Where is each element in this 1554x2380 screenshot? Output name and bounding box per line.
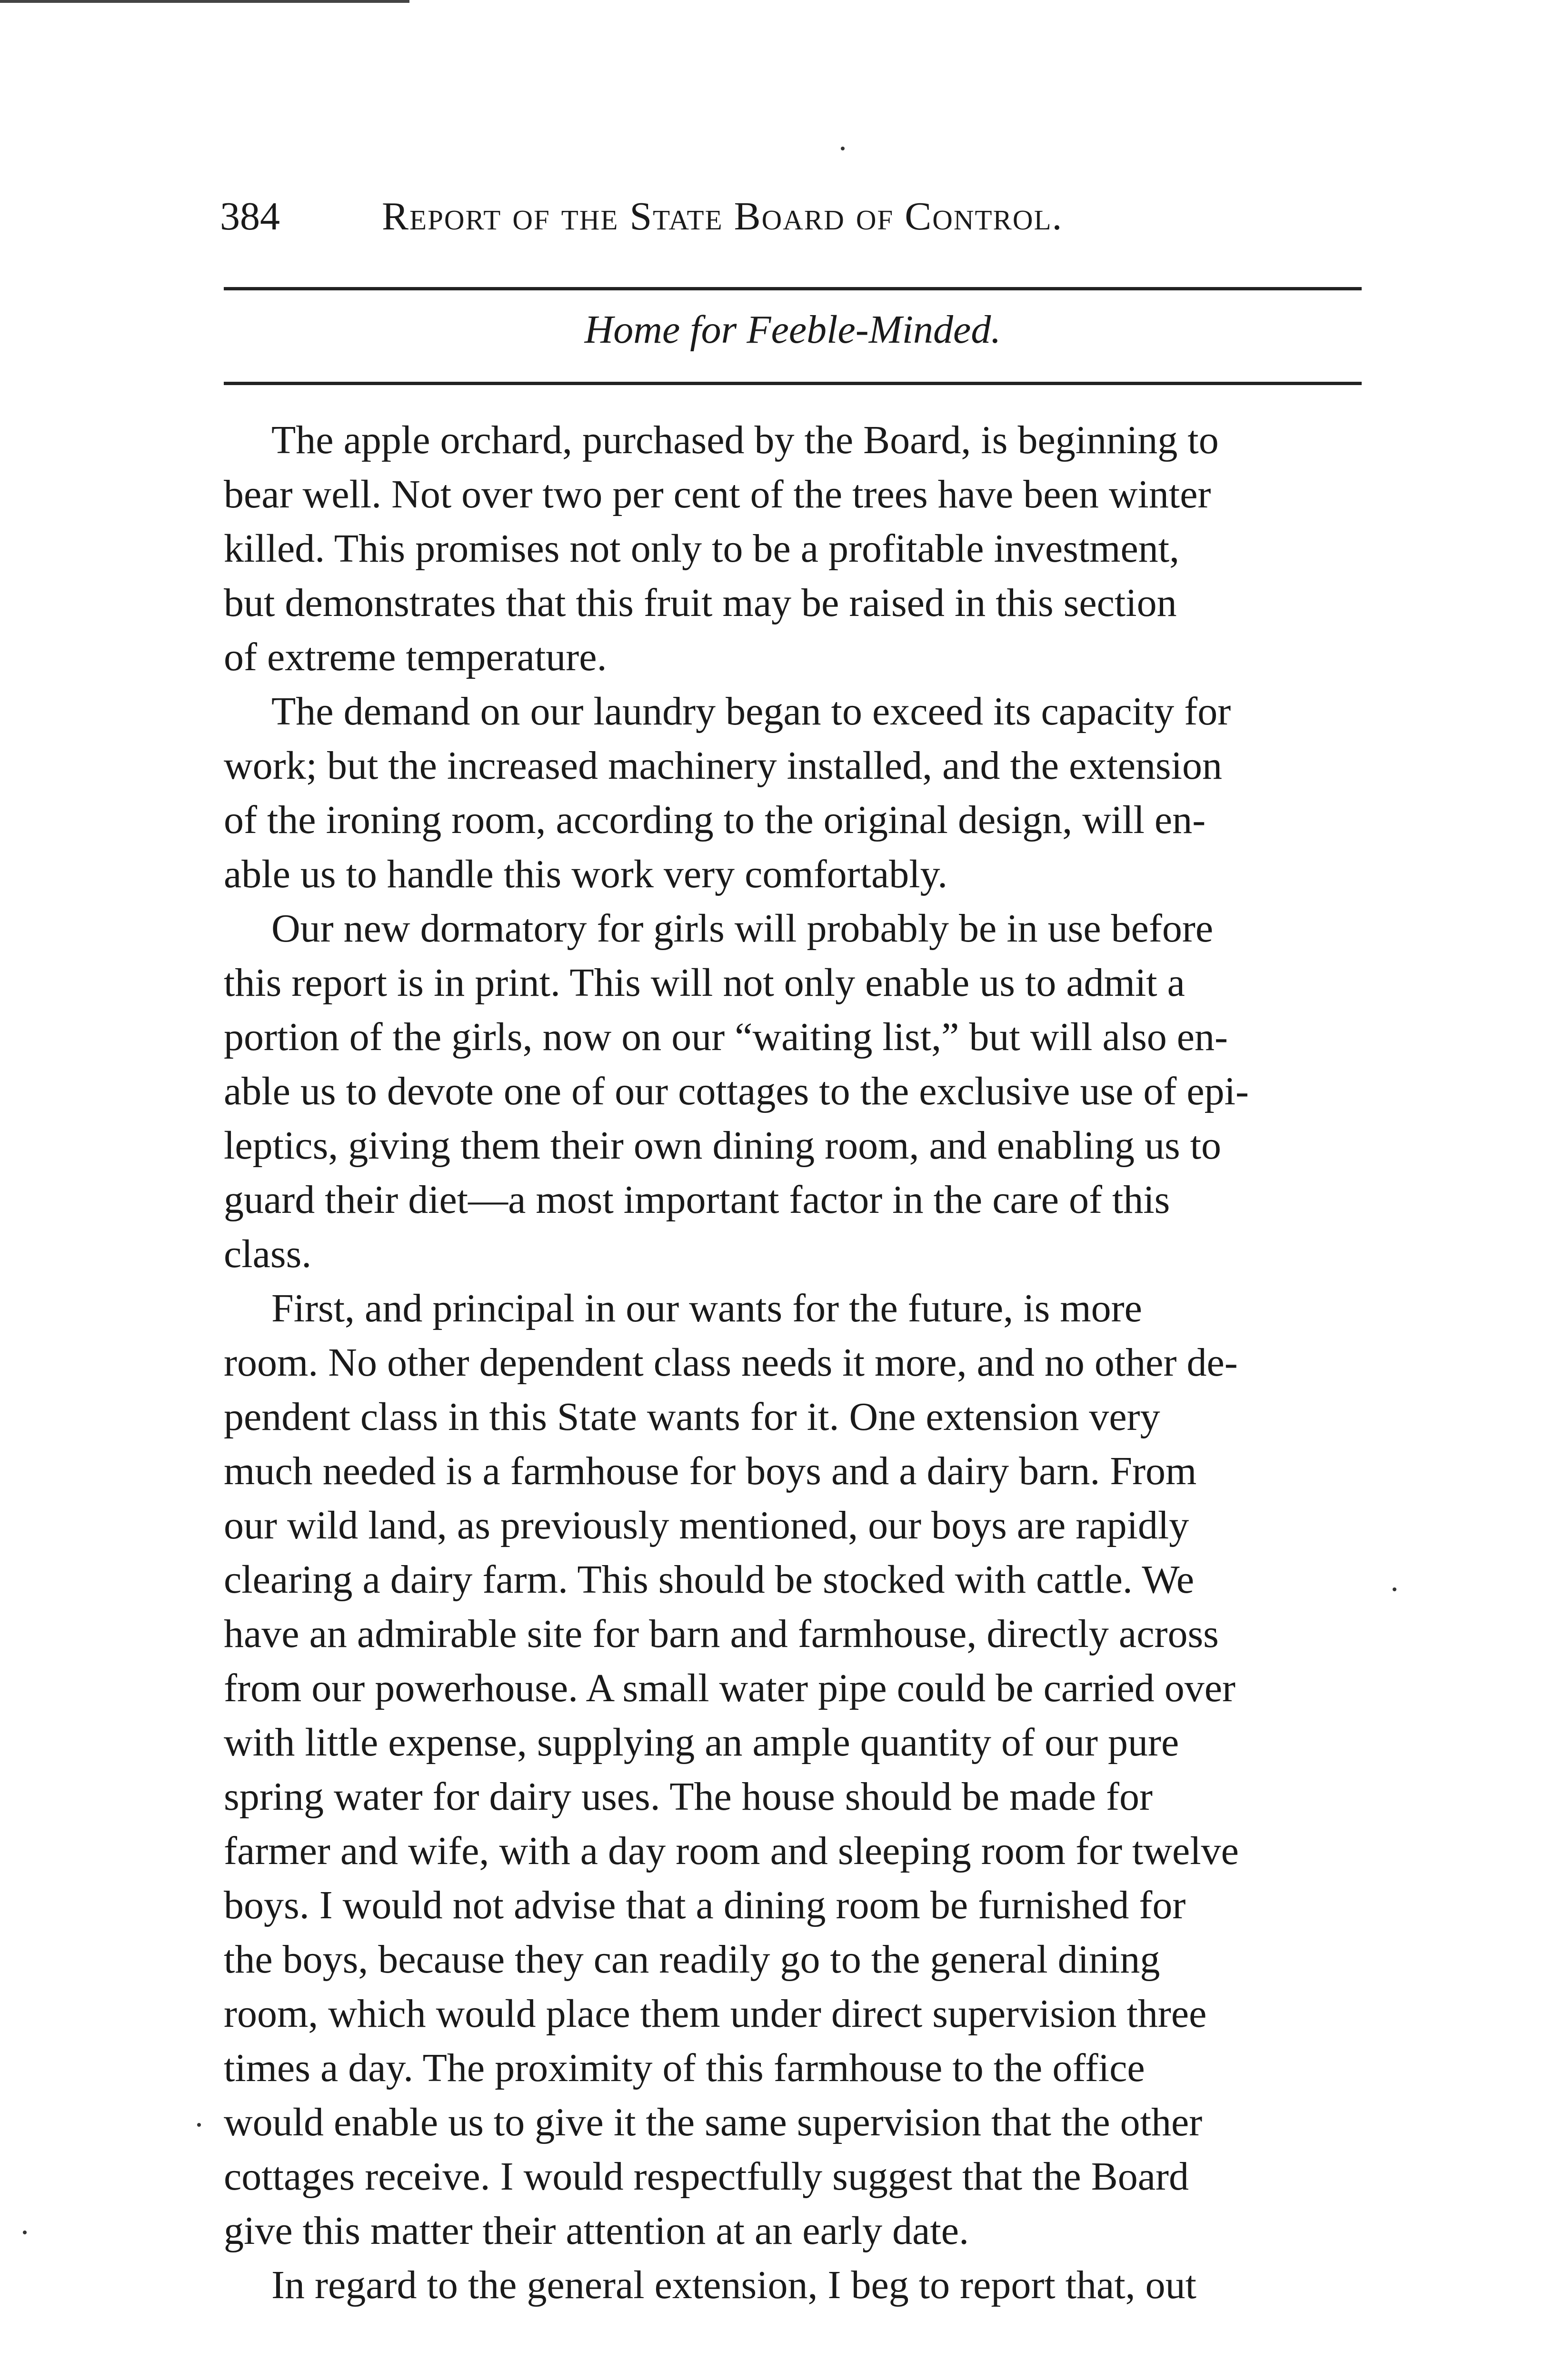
paragraph-1	[224, 413, 1366, 684]
text-line: killed. This promises not only to be a profitable investment,	[224, 526, 1180, 571]
text-line: spring water for dairy uses. The house should be made for	[224, 1775, 1153, 1819]
text-line: of the ironing room, according to the original design, will en-	[224, 798, 1206, 842]
text-line: boys. I would not advise that a dining room be furnished for	[224, 1883, 1186, 1927]
text-line: from our powerhouse. A small water pipe could be carried over	[224, 1666, 1235, 1710]
section-title: Home for Feeble-Minded.	[584, 307, 1001, 352]
header-rule-bottom	[224, 382, 1362, 385]
text-line: have an admirable site for barn and farmhouse, directly across	[224, 1612, 1219, 1656]
text-line: would enable us to give it the same supervision that the other	[224, 2100, 1203, 2144]
running-title: Report of the State Board of Control.	[382, 194, 1063, 238]
paragraph-4	[224, 1281, 1366, 2258]
text-line: pendent class in this State wants for it. One extension very	[224, 1395, 1160, 1439]
text-line: much needed is a farmhouse for boys and a dairy barn. From	[224, 1449, 1197, 1493]
text-line: clearing a dairy farm. This should be stocked with cattle. We	[224, 1557, 1195, 1602]
text-line: leptics, giving them their own dining room, and enabling us to	[224, 1123, 1222, 1168]
text-line: room. No other dependent class needs it more, and no other de-	[224, 1340, 1238, 1385]
text-line: The apple orchard, purchased by the Board, is beginning to	[271, 418, 1219, 462]
paragraph-5	[224, 2258, 1366, 2312]
body-text	[224, 413, 1366, 2312]
paragraph-3	[224, 902, 1366, 1281]
top-edge-rule	[0, 0, 409, 3]
text-line: farmer and wife, with a day room and sleeping room for twelve	[224, 1829, 1239, 1873]
text-line: The demand on our laundry began to exceed its capacity for	[271, 689, 1231, 734]
text-line: but demonstrates that this fruit may be raised in this section	[224, 581, 1177, 625]
text-line: times a day. The proximity of this farmhouse to the office	[224, 2046, 1145, 2090]
text-line: our wild land, as previously mentioned, our boys are rapidly	[224, 1503, 1189, 1547]
header-rule-top	[224, 287, 1362, 290]
text-line: portion of the girls, now on our “waiting list,” but will also en-	[224, 1015, 1228, 1059]
text-line: of extreme temperature.	[224, 635, 607, 679]
text-line: First, and principal in our wants for the future, is more	[271, 1286, 1142, 1330]
paragraph-2	[224, 684, 1366, 902]
text-line: the boys, because they can readily go to the general dining	[224, 1937, 1160, 1982]
text-line: guard their diet—a most important factor in the care of this	[224, 1178, 1170, 1222]
text-line: work; but the increased machinery installed, and the extension	[224, 744, 1223, 788]
text-line: bear well. Not over two per cent of the trees have been winter	[224, 472, 1211, 516]
text-line: Our new dormatory for girls will probably be in use before	[271, 906, 1214, 951]
text-line: with little expense, supplying an ample quantity of our pure	[224, 1720, 1179, 1765]
text-line: class.	[224, 1232, 312, 1276]
page-number: 384	[220, 194, 280, 238]
running-head	[220, 188, 1363, 245]
text-line: able us to devote one of our cottages to the exclusive use of epi-	[224, 1069, 1249, 1113]
scan-speck	[1393, 1587, 1396, 1591]
text-line: able us to handle this work very comfortably.	[224, 852, 948, 896]
scan-speck	[841, 147, 845, 150]
text-line: give this matter their attention at an early date.	[224, 2209, 969, 2253]
scan-speck	[197, 2123, 201, 2127]
text-line: In regard to the general extension, I beg to report that, out	[271, 2263, 1196, 2307]
text-line: room, which would place them under direct supervision three	[224, 1992, 1207, 2036]
text-line: cottages receive. I would respectfully suggest that the Board	[224, 2154, 1189, 2199]
text-line: this report is in print. This will not only enable us to admit a	[224, 961, 1185, 1005]
scan-speck	[23, 2231, 27, 2234]
